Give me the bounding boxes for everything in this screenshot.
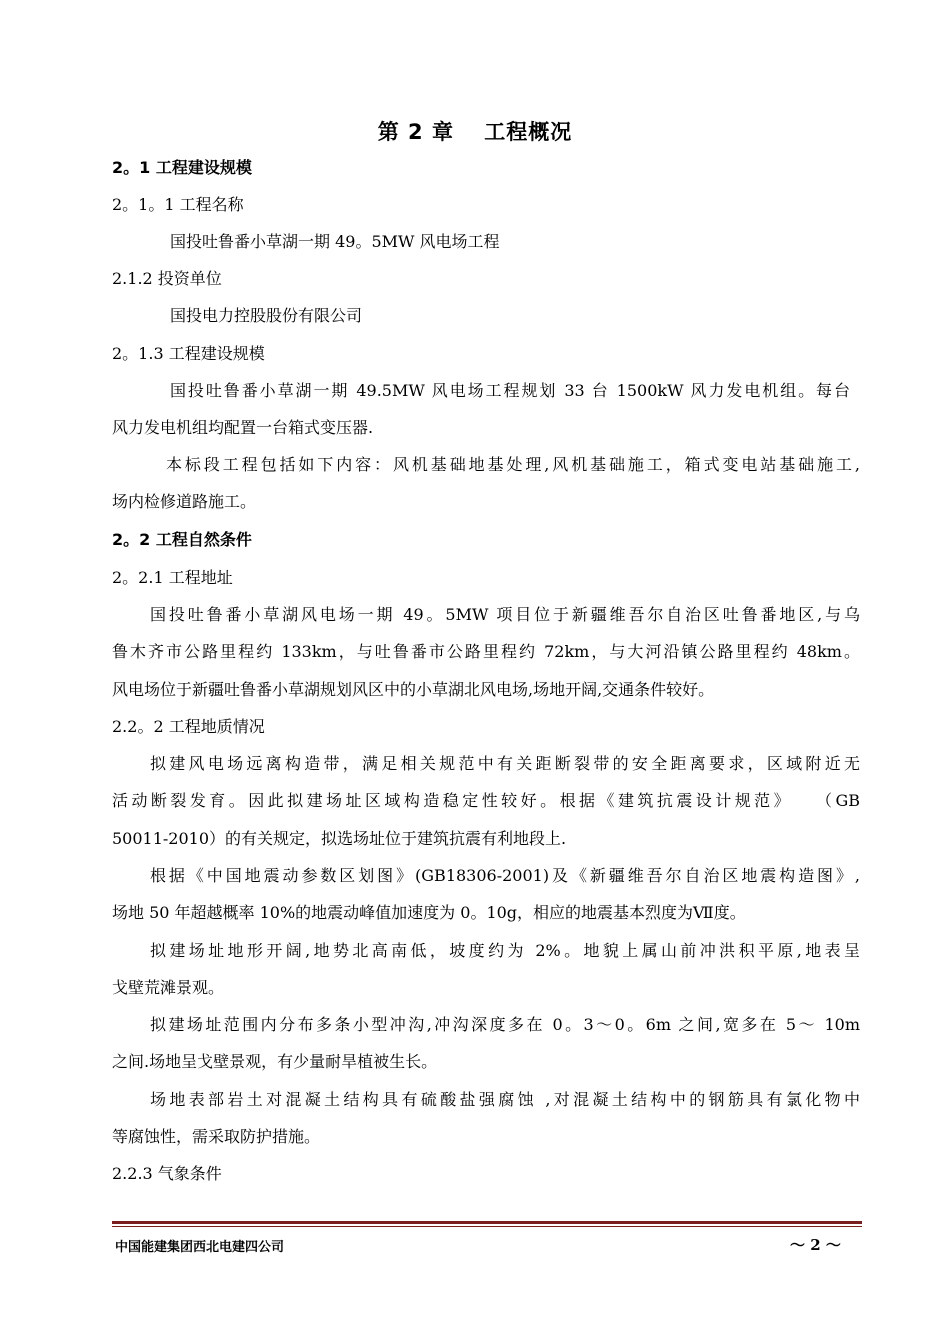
chapter-title: 第 2 章 工程概况 bbox=[377, 120, 573, 144]
subsection-heading-2-2-1: 2。2.1 工程地址 bbox=[112, 568, 233, 587]
scale-paragraph-line: 风力发电机组均配置一台箱式变压器. bbox=[112, 418, 374, 437]
section-heading-2-1: 2。1 工程建设规模 bbox=[112, 158, 252, 177]
section-heading-2-2: 2。2 工程自然条件 bbox=[112, 530, 252, 549]
terrain-paragraph-line: 戈壁荒滩景观。 bbox=[112, 978, 225, 997]
terrain-paragraph-line: 拟建场址地形开阔,地势北高南低，坡度约为 2%。地貌上属山前冲洪积平原,地表呈 bbox=[150, 941, 860, 960]
scope-paragraph-line: 本标段工程包括如下内容：风机基础地基处理,风机基础施工，箱式变电站基础施工, bbox=[166, 455, 860, 474]
footer-divider bbox=[112, 1221, 862, 1224]
subsection-heading-2-2-3: 2.2.3 气象条件 bbox=[112, 1164, 222, 1183]
scale-paragraph-line: 国投吐鲁番小草湖一期 49.5MW 风电场工程规划 33 台 1500kW 风力发电机组。每台 bbox=[170, 381, 850, 400]
investor-text: 国投电力控股股份有限公司 bbox=[170, 306, 363, 325]
footer-company: 中国能建集团西北电建四公司 bbox=[115, 1240, 285, 1255]
geology-paragraph-line: 50011-2010）的有关规定，拟选场址位于建筑抗震有利地段上. bbox=[112, 829, 567, 848]
geology-paragraph-line: 活动断裂发育。因此拟建场址区域构造稳定性较好。根据《建筑抗震设计规范》 （GB bbox=[112, 791, 860, 810]
gully-paragraph-line: 拟建场址范围内分布多条小型冲沟,冲沟深度多在 0。3～0。6m 之间,宽多在 5～ 10m bbox=[150, 1015, 860, 1034]
footer-divider-thin bbox=[112, 1226, 862, 1227]
site-paragraph-line: 国投吐鲁番小草湖风电场一期 49。5MW 项目位于新疆维吾尔自治区吐鲁番地区,与乌 bbox=[150, 605, 860, 624]
seismic-paragraph-line: 根据《中国地震动参数区划图》(GB18306-2001)及《新疆维吾尔自治区地震构造图》, bbox=[150, 866, 860, 885]
scope-paragraph-line: 场内检修道路施工。 bbox=[112, 492, 257, 511]
subsection-heading-2-1-1: 2。1。1 工程名称 bbox=[112, 195, 244, 214]
geology-paragraph-line: 拟建风电场远离构造带，满足相关规范中有关距断裂带的安全距离要求，区域附近无 bbox=[150, 754, 860, 773]
corrosion-paragraph-line: 等腐蚀性，需采取防护措施。 bbox=[112, 1127, 321, 1146]
page-number: ～ 2 ～ bbox=[790, 1236, 841, 1254]
subsection-heading-2-1-3: 2。1.3 工程建设规模 bbox=[112, 344, 265, 363]
corrosion-paragraph-line: 场地表部岩土对混凝土结构具有硫酸盐强腐蚀 ,对混凝土结构中的钢筋具有氯化物中 bbox=[150, 1090, 860, 1109]
subsection-heading-2-2-2: 2.2。2 工程地质情况 bbox=[112, 717, 265, 736]
gully-paragraph-line: 之间.场地呈戈壁景观，有少量耐旱植被生长。 bbox=[112, 1052, 438, 1071]
subsection-heading-2-1-2: 2.1.2 投资单位 bbox=[112, 269, 222, 288]
site-paragraph-line: 鲁木齐市公路里程约 133km，与吐鲁番市公路里程约 72km，与大河沿镇公路里程约 48km。 bbox=[112, 642, 860, 661]
project-name-text: 国投吐鲁番小草湖一期 49。5MW 风电场工程 bbox=[170, 232, 500, 251]
seismic-paragraph-line: 场地 50 年超越概率 10%的地震动峰值加速度为 0。10g，相应的地震基本烈度为Ⅶ度。 bbox=[112, 903, 746, 922]
site-paragraph-line: 风电场位于新疆吐鲁番小草湖规划风区中的小草湖北风电场,场地开阔,交通条件较好。 bbox=[112, 680, 715, 699]
